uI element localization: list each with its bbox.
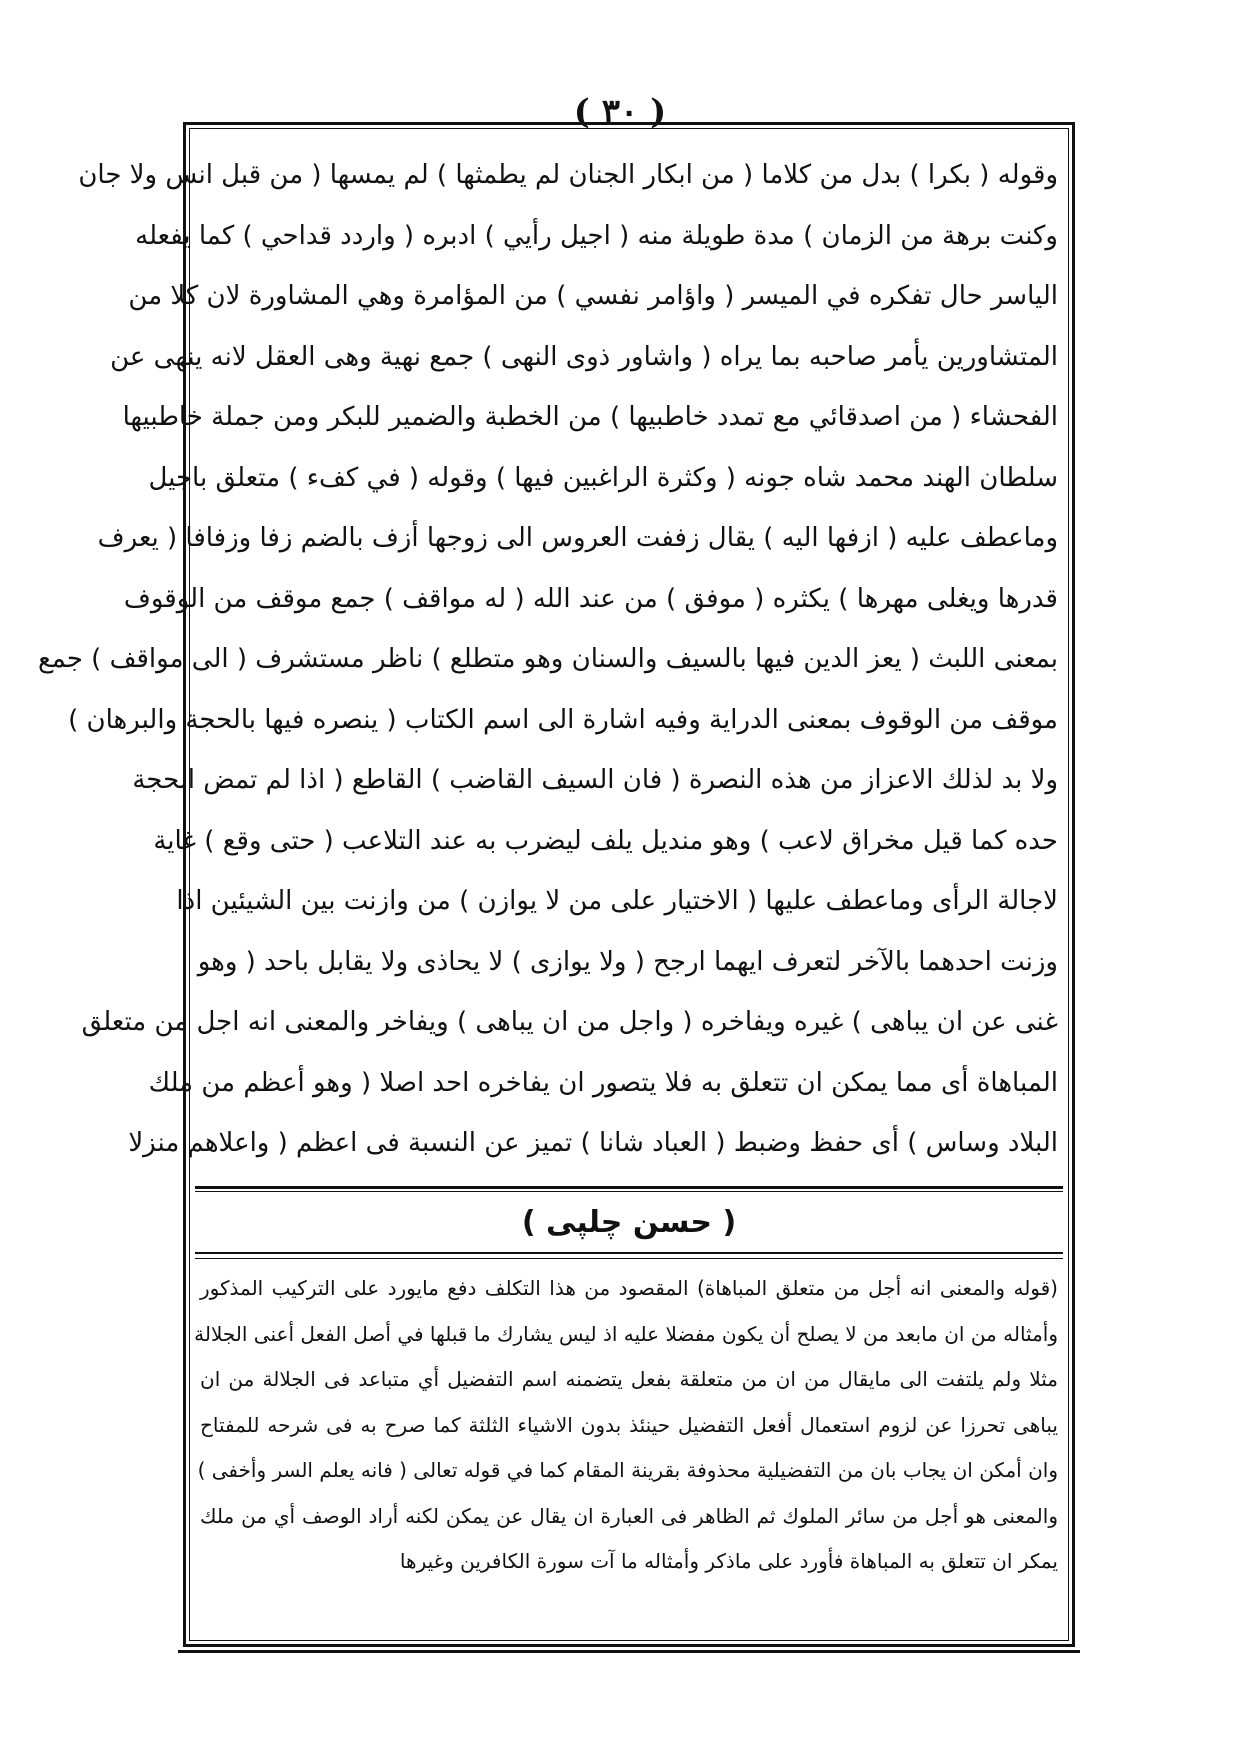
commentary-divider-thin bbox=[195, 1258, 1063, 1259]
main-line: قدرها ويغلى مهرها ) يكثره ( موفق ) من عند الله ( له مواقف ) جمع موقف من الوقوف bbox=[123, 583, 1058, 614]
commentary-line: وان أمكن ان يجاب بان من التفضيلية محذوفة بقرينة المقام كما في قوله تعالى ( فانه يعلم السر وأخفى ) bbox=[197, 1458, 1058, 1482]
commentary-line: وأمثاله من ان مابعد من لا يصلح أن يكون مفضلا عليه اذ ليس يشارك ما قبلها في أصل الفعل أعنى الجلالة bbox=[194, 1321, 1058, 1346]
main-line: ولا بد لذلك الاعزاز من هذه النصرة ( فان السيف القاضب ) القاطع ( اذا لم تمض الحجة bbox=[132, 765, 1058, 795]
main-line: الفحشاء ( من اصدقائي مع تمدد خاطبيها ) من الخطبة والضمير للبكر ومن جملة خاطبيها bbox=[122, 402, 1058, 432]
main-line: البلاد وساس ) أى حفظ وضبط ( العباد شانا ) تميز عن النسبة فى اعظم ( واعلاهم منزلا bbox=[128, 1128, 1058, 1158]
section-divider bbox=[195, 1186, 1063, 1189]
main-line: وقوله ( بكرا ) بدل من كلاما ( من ابكار الجنان لم يطمثها ) لم يمسها ( من قبل انس ولا جان bbox=[78, 160, 1058, 190]
frame-bottom-rule bbox=[178, 1650, 1080, 1653]
commentary-line: مثلا ولم يلتفت الى مايقال من ان من متعلقة بفعل يتضمنه اسم التفضيل أي متباعد فى الجلالة من ان bbox=[200, 1367, 1058, 1391]
main-line: وكنت برهة من الزمان ) مدة طويلة منه ( اجيل رأيي ) ادبره ( واردد قداحي ) كما يفعله bbox=[135, 220, 1058, 251]
main-line: غنى عن ان يباهى ) غيره ويفاخره ( واجل من ان يباهى ) ويفاخر والمعنى انه اجل من متعلق bbox=[81, 1007, 1058, 1037]
main-line: بمعنى اللبث ( يعز الدين فيها بالسيف والسنان وهو متطلع ) ناظر مستشرف ( الى مواقف ) جمع bbox=[37, 644, 1058, 674]
main-line: سلطان الهند محمد شاه جونه ( وكثرة الراغبين فيها ) وقوله ( في كفء ) متعلق باجيل bbox=[148, 462, 1058, 493]
main-line: المتشاورين يأمر صاحبه بما يراه ( واشاور ذوى النهى ) جمع نهية وهى العقل لانه ينهى عن bbox=[110, 341, 1058, 372]
main-line: حده كما قيل مخراق لاعب ) وهو منديل يلف ليضرب به عند التلاعب ( حتى وقع ) غاية bbox=[153, 825, 1058, 856]
commentary-line: يباهى تحرزا عن لزوم استعمال أفعل التفضيل حينئذ بدون الاشياء الثلثة كما صرح به فى شرحه للمفتاح bbox=[200, 1412, 1058, 1437]
main-line: وزنت احدهما بالآخر لتعرف ايهما ارجح ( ولا يوازى ) لا يحاذى ولا يقابل باحد ( وهو bbox=[197, 946, 1058, 977]
main-line: موقف من الوقوف بمعنى الدراية وفيه اشارة الى اسم الكتاب ( ينصره فيها بالحجة والبرهان ) bbox=[68, 704, 1058, 735]
section-divider-thin bbox=[195, 1191, 1063, 1192]
commentary-line: يمكر ان تتعلق به المباهاة فأورد على ماذكر وأمثاله ما آت سورة الكافرين وغيرها bbox=[399, 1549, 1058, 1573]
main-line: المباهاة أى مما يمكن ان تتعلق به فلا يتصور ان يفاخره احد اصلا ( وهو أعظم من ملك bbox=[148, 1067, 1058, 1098]
main-line: وماعطف عليه ( ازفها اليه ) يقال زففت العروس الى زوجها أزف بالضم زفا وزفافا ( يعرف bbox=[97, 523, 1058, 553]
main-text bbox=[37, 145, 1058, 1174]
page-number: ( ٣٠ ) bbox=[573, 92, 667, 132]
commentary-line: والمعنى هو أجل من سائر الملوك ثم الظاهر فى العبارة ان يقال عن يمكن لكنه أراد الوصف أي من ملك bbox=[200, 1503, 1058, 1528]
commentary-line: (قوله والمعنى انه أجل من متعلق المباهاة) المقصود من هذا التكلف دفع مايورد على التركيب المذكور bbox=[200, 1276, 1058, 1300]
main-line: الياسر حال تفكره في الميسر ( واؤامر نفسي ) من المؤامرة وهي المشاورة لان كلا من bbox=[128, 281, 1058, 311]
commentary-text bbox=[194, 1266, 1058, 1585]
commentary-title: ( حسن چلپى ) bbox=[521, 1205, 737, 1240]
commentary-divider bbox=[195, 1252, 1063, 1254]
main-line: لاجالة الرأى وماعطف عليها ( الاختيار على من لا يوازن ) من وازنت بين الشيئين اذا bbox=[176, 886, 1058, 916]
